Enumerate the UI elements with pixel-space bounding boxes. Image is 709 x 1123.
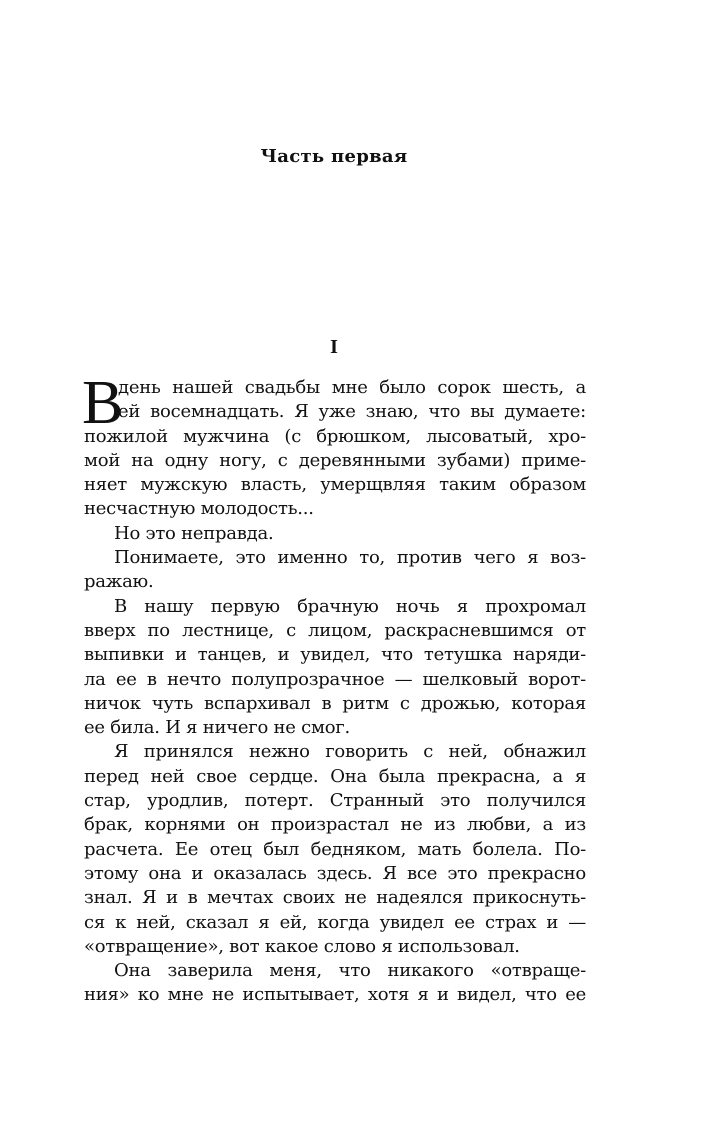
text-line: Но это неправда. — [114, 522, 274, 544]
text-line: вверх по лестнице, с лицом, раскрасневшимся от — [84, 619, 586, 641]
text-line: «отвращение», вот какое слово я использовал. — [84, 935, 520, 957]
text-line: день нашей свадьбы мне было сорок шесть, а — [118, 377, 586, 398]
text-line: знал. Я и в мечтах своих не надеялся прикоснуть- — [84, 887, 586, 909]
text-line: В нашу первую брачную ночь я прохромал — [114, 595, 586, 617]
text-line: ничок чуть вспархивал в ритм с дрожью, которая — [84, 692, 586, 714]
text-line: няет мужскую власть, умерщвляя таким образом — [84, 474, 586, 496]
part-title: Часть первая — [260, 146, 408, 167]
text-line: выпивки и танцев, и увидел, что тетушка наряди- — [84, 644, 586, 666]
text-line: Понимаете, это именно то, против чего я воз- — [114, 547, 586, 569]
text-line: ния» ко мне не испытывает, хотя я и видел, что ее — [84, 984, 586, 1006]
text-line: стар, уродлив, потерт. Странный это получился — [84, 790, 586, 812]
text-line: этому она и оказалась здесь. Я все это прекрасно — [84, 862, 586, 884]
text-line: расчета. Ее отец был бедняком, мать болела. По- — [84, 838, 586, 860]
text-line: мой на одну ногу, с деревянными зубами) приме- — [84, 449, 586, 471]
body-text — [82, 369, 586, 1008]
text-line: брак, корнями он произрастал не из любви, а из — [84, 814, 586, 836]
text-line: Она заверила меня, что никакого «отвраще- — [114, 960, 586, 982]
drop-cap: В — [82, 369, 124, 437]
text-line: ражаю. — [84, 571, 154, 593]
text-line: ей восемнадцать. Я уже знаю, что вы думаете: — [118, 401, 586, 423]
text-line: Я принялся нежно говорить с ней, обнажил — [114, 741, 586, 763]
text-line: пожилой мужчина (с брюшком, лысоватый, хро- — [84, 425, 586, 447]
text-line: ла ее в нечто полупрозрачное — шелковый ворот- — [84, 668, 586, 690]
text-line: ся к ней, сказал я ей, когда увидел ее страх и — — [84, 911, 586, 933]
text-line: несчастную молодость... — [84, 498, 314, 520]
text-line: ее била. И я ничего не смог. — [84, 717, 350, 739]
chapter-number: I — [330, 336, 338, 358]
text-line: перед ней свое сердце. Она была прекрасна, а я — [84, 765, 586, 787]
